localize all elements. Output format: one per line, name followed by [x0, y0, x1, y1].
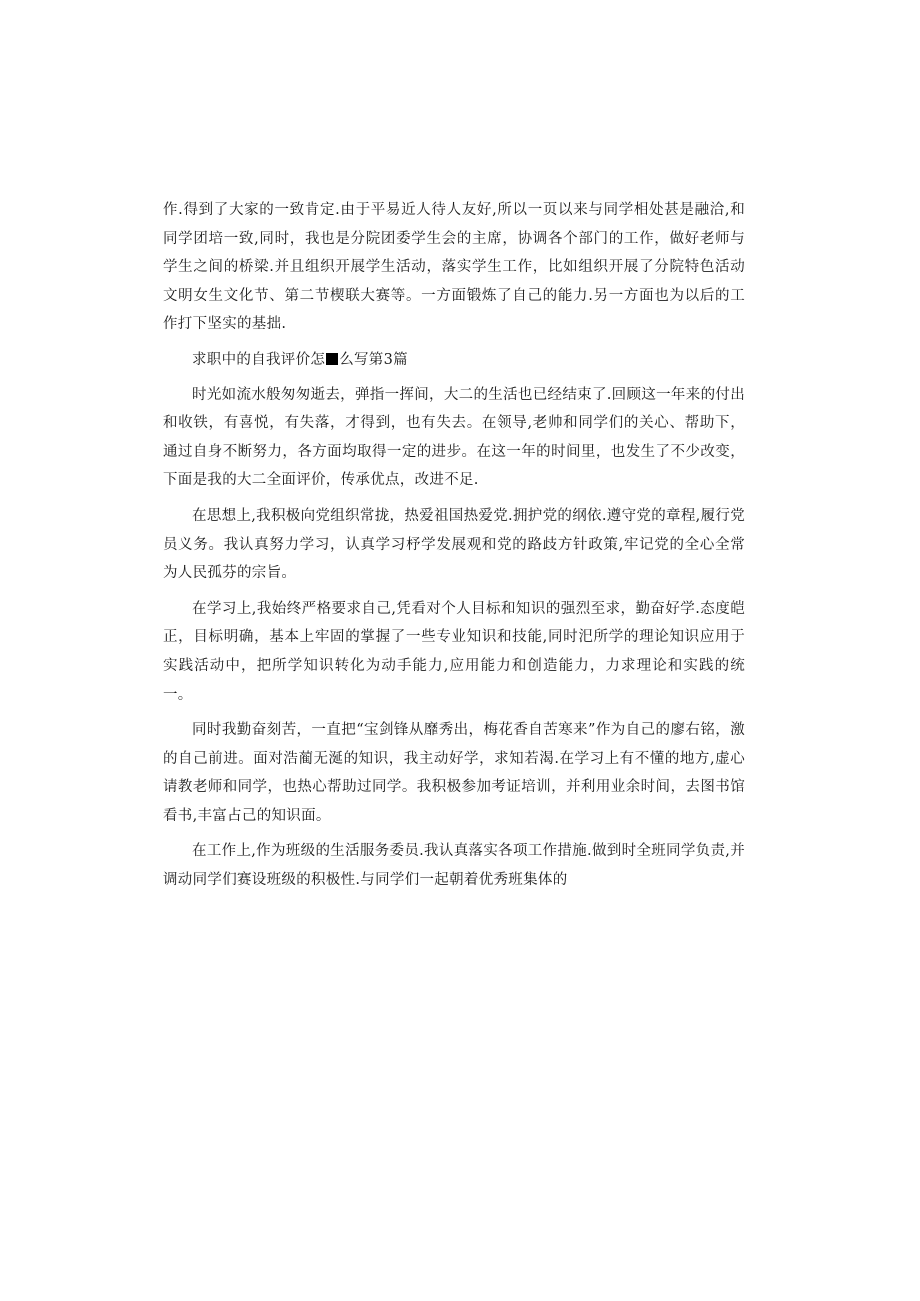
paragraph-diligence: 同时我勤奋刻苦，一直把“宝剑锋从靡秀出，梅花香自苦寒来”作为自己的廖右铭，激的自己前进。面对浩蔺无涎的知识，我主动好学，求知若渴.在学习上有不懂的地方,虚心请教老师和同学，也热心帮助过同学。我积极参加考证培训，并利用业余时间，去图书馆看书,丰富占己的知识面。 — [163, 722, 745, 824]
paragraph-intro: 时光如流水般匆匆逝去，弹指一挥间，大二的生活也已经结束了.回顾这一年来的付出和收铁，有喜悦，有失落，才得到，也有失去。在领导,老帅和同学们的关心、帮助下，通过自身不断努力，各方面均取得一定的进步。在这一年的时间里，也发生了不少改变，下面是我的大二全面评价，传承优点，改进不足. — [163, 386, 745, 489]
section-heading — [163, 346, 745, 375]
heading-text-start: 求职中的自我评价怎 — [192, 351, 326, 368]
heading-text-end: 么写第3篇 — [339, 351, 408, 368]
paragraph-work: 在工作上,作为班级的生活服务委员.我认真落实各项工作措施.做到时全班同学负责,并调动同学们赛设班级的积极性.与同学们一起朝着优秀班集体的 — [163, 843, 745, 889]
paragraph-continuation: 作.得到了大家的一致肯定.由于平易近人待人友好,所以一页以来与同学相处甚是融洽,和同学团培一致,同时，我也是分院团委学生会的主席，协调各个部门的工作，做好老师与学生之间的桥梁.并且组织开展学生活动，落实学生工作，比如组织开展了分院特色活动文明女生文化节、第二节楔联大赛等。一方面锻炼了自己的能力.另一方面也为以后的工作打下坚实的基拙. — [163, 202, 745, 333]
redaction-block-icon — [326, 353, 338, 365]
document-body — [163, 196, 745, 902]
paragraph-ideology: 在思想上,我积极向党组织常拢，热爱祖国热爱党.拥护党的纲依.遵守党的章程,履行党员义务。我认真努力学习，认真学习杼学发展观和党的路歧方针政策,牢记党的全心全常为人民孤芬的宗旨。 — [163, 507, 745, 582]
paragraph-study: 在学习上,我始终严格要求自己,凭看对个人目标和知识的强烈至求，勤奋好学.态度皑正，目标明确，基本上牢固的掌握了一些专业知识和技能,同时汜所学的理论知识应用于实践活动中，把所学知识转化为动手能力,应用能力和创造能力，力求理论和实践的统一。 — [163, 600, 745, 703]
